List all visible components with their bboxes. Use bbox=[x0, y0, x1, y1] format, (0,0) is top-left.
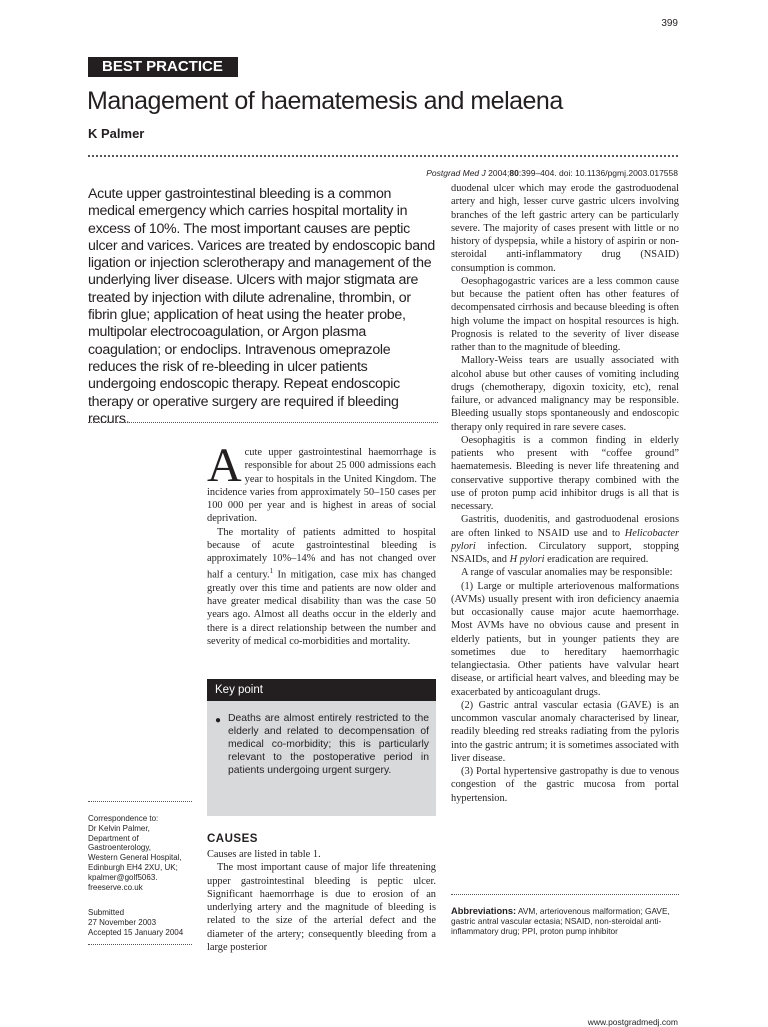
rc-paragraph-3: Mallory-Weiss tears are usually associated with alcohol abuse but other causes of vomiting including drugs (chemotherapy, digoxin toxicity, etc), renal failure, or advanced malignancy may be responsible. Bleeding usually stops spontaneously and endoscopic therapy only required in rare severe cases. bbox=[451, 355, 679, 433]
rc-paragraph-9: (3) Portal hypertensive gastropathy is due to venous congestion of the gastric mucosa from portal hypertension. bbox=[451, 766, 679, 804]
abstract-divider bbox=[88, 422, 438, 423]
sidebar-divider-bottom bbox=[88, 944, 192, 945]
abbreviations-divider bbox=[451, 894, 679, 895]
citation bbox=[426, 168, 678, 178]
causes-paragraph-1: Causes are listed in table 1. bbox=[207, 849, 321, 860]
citation-volume: 80 bbox=[509, 168, 519, 178]
correspondence-label: Correspondence to: bbox=[88, 814, 159, 823]
submitted-label: Submitted bbox=[88, 908, 125, 917]
abbreviations-label: Abbreviations: bbox=[451, 906, 517, 916]
key-point-text: Deaths are almost entirely restricted to the elderly and related to decompensation of medical co-morbidity; this is particularly relevant to the postoperative period in patients undergoing urgent surgery. bbox=[228, 713, 429, 777]
rc-p5a: Gastritis, duodenitis, and gastroduodenal erosions are often linked to NSAID use and to bbox=[451, 514, 679, 539]
intro-p2a: The mortality of patients admitted to hospital because of acute gastrointestinal bleeding is approximately 10%–14% and has not changed over half a century. bbox=[207, 526, 436, 581]
rc-paragraph-4: Oesophagitis is a common finding in elderly patients who present with “coffee ground” haematemesis. Bleeding is never life threatening and conservative supportive therapy combined with the use of proton pump acid inhibitor drugs is all that is necessary. bbox=[451, 434, 679, 512]
causes-text bbox=[207, 848, 436, 954]
submitted-date: 27 November 2003 bbox=[88, 917, 157, 927]
correspondence-line: Dr Kelvin Palmer, bbox=[88, 823, 150, 833]
rc-paragraph-8: (2) Gastric antral vascular ectasia (GAVE) is an uncommon vascular anomaly characterised by linear, readily bleeding red streaks radiating from the pyloris into the gastric antrum; it is sometimes associated with liver disease. bbox=[451, 699, 679, 764]
correspondence-email: freeserve.co.uk bbox=[88, 882, 143, 892]
key-point-box bbox=[207, 701, 436, 816]
correspondence-line: Western General Hospital, bbox=[88, 853, 182, 863]
accepted-date: Accepted 15 January 2004 bbox=[88, 927, 184, 937]
causes-paragraph-2: The most important cause of major life threatening upper gastrointestinal bleeding is peptic ulcer. Significant haemorrhage is due to erosion of an underlying artery and the magnitude of bleeding is related to the size of the arterial defect and the diameter of the artery; consequently bleeding from a large posterior bbox=[207, 862, 436, 953]
header-divider bbox=[88, 155, 678, 157]
correspondence-line: Edinburgh EH4 2XU, UK; bbox=[88, 862, 178, 872]
rc-p5c: eradication are required. bbox=[544, 554, 649, 565]
intro-paragraph-2 bbox=[207, 526, 436, 649]
sidebar-divider-top bbox=[88, 801, 192, 802]
article-dates bbox=[88, 908, 198, 937]
page-number: 399 bbox=[661, 18, 678, 29]
rc-paragraph-1: duodenal ulcer which may erode the gastroduodenal artery and high, lesser curve gastric ulcers involving branches of the left gastric artery can be particularly severe. The majority of cases present with little or no history of dyspepsia, while a history of aspirin or non-steroidal anti-inflammatory drug (NSAID) consumption is common. bbox=[451, 183, 679, 274]
correspondence-line: Department of bbox=[88, 833, 139, 843]
rc-paragraph-6: A range of vascular anomalies may be responsible: bbox=[461, 567, 673, 579]
rc-p5b: infection. Circulatory support, stopping NSAIDs, and bbox=[451, 540, 679, 565]
intro-p1-text: cute upper gastrointestinal haemorrhage is responsible for about 25 000 admissions each year to hospitals in the United Kingdom. The incidence varies from approximately 50–150 cases per 100 000 per year and is highest in areas of social deprivation. bbox=[207, 447, 436, 525]
abstract: Acute upper gastrointestinal bleeding is a common medical emergency which carries hospital mortality in excess of 10%. The most important causes are peptic ulcer and varices. Varices are treated by endoscopic band ligation or injection sclerotherapy and management of the underlying liver disease. Ulcers with major stigmata are treated by injection with dilute adrenaline, thrombin, or fibrin glue; application of heat using the heater probe, multipolar electrocoagulation, or Argon plasma coagulation; or endoclips. Intravenous omeprazole reduces the risk of re-bleeding in ulcer patients undergoing endoscopic therapy. Repeat endoscopic therapy or operative surgery are required if bleeding recurs. bbox=[88, 186, 435, 427]
citation-year: 2004; bbox=[485, 168, 510, 178]
abbreviations-text: AVM, arteriovenous malformation; GAVE, gastric antral vascular ectasia; NSAID, non-steroidal anti-inflammatory drug; PPI, proton pump inhibitor bbox=[451, 906, 670, 936]
right-column-text bbox=[451, 182, 679, 805]
rc-paragraph-5 bbox=[451, 513, 679, 566]
journal-website: www.postgradmedj.com bbox=[587, 1017, 678, 1027]
citation-journal: Postgrad Med J bbox=[426, 168, 486, 178]
author-name: K Palmer bbox=[88, 126, 145, 141]
rc-p5-species: Helicobacter pylori bbox=[451, 527, 679, 552]
rc-paragraph-7: (1) Large or multiple arteriovenous malformations (AVMs) usually present with iron deficiency anaemia but occasionally cause major acute haemorrhage. Most AVMs have no obvious cause and present in elderly patients, but in younger patients they are sometimes due to hereditary haemorrhagic telangiectasia. Other patients have valvular heart disease, or artificial heart valves, and bleeding may be exacerbated by anticoagulant drugs. bbox=[451, 580, 679, 698]
intro-p2b: In mitigation, case mix has changed greatly over this time and patients are now older and have greater medical disability than was the case 50 years ago. Almost all deaths occur in the elderly and there is a direct relationship between the number and severity of medical co-morbidities and mortality. bbox=[207, 569, 436, 647]
correspondence-line: Gastroenterology, bbox=[88, 843, 151, 853]
section-tag: BEST PRACTICE bbox=[88, 57, 238, 77]
bullet-icon: ● bbox=[215, 715, 222, 726]
reference-superscript: 1 bbox=[269, 567, 274, 576]
key-point-heading: Key point bbox=[207, 679, 436, 701]
rc-paragraph-2: Oesophagogastric varices are a less common cause but because the patient often has other features of decompensated cirrhosis and because bleeding is often high volume the impact on hospital resources is high. Prognosis is related to the severity of liver disease rather than to the magnitude of bleeding. bbox=[451, 275, 679, 353]
intro-text bbox=[207, 439, 436, 648]
rc-p5-species-short: H pylori bbox=[509, 554, 545, 565]
correspondence-email: kpalmer@golf5063. bbox=[88, 872, 158, 882]
correspondence bbox=[88, 814, 198, 892]
drop-cap: A bbox=[207, 439, 242, 492]
article-title: Management of haematemesis and melaena bbox=[87, 87, 563, 115]
abbreviations bbox=[451, 906, 679, 936]
causes-heading: CAUSES bbox=[207, 833, 258, 845]
intro-paragraph-1 bbox=[207, 439, 436, 526]
citation-rest: :399–404. doi: 10.1136/pgmj.2003.017558 bbox=[518, 168, 678, 178]
